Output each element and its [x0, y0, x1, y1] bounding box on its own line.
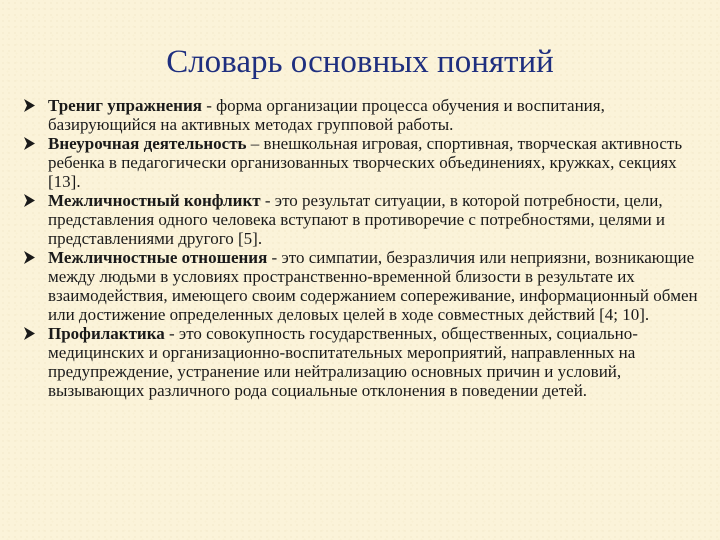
term: Профилактика — [48, 324, 165, 343]
definition: - форма организации процесса обучения и воспитания, базирующийся на активных методах групповой работы. — [48, 96, 605, 134]
list-item — [22, 191, 702, 248]
list-item — [22, 96, 702, 134]
term: Трениг упражнения — [48, 96, 202, 115]
term: Межличностные отношения — [48, 248, 268, 267]
arrowhead-bullet-icon — [24, 137, 35, 150]
list-item — [22, 324, 702, 400]
arrowhead-bullet-icon — [24, 194, 35, 207]
definition: - это совокупность государственных, общественных, социально-медицинских и организационно-воспитательных мероприятий, направленных на предупреждение, устранение или нейтрализацию основных причин и условий, вызывающих различного рода социальные отклонения в поведении детей. — [48, 324, 638, 400]
arrowhead-bullet-icon — [24, 251, 35, 264]
list-item — [22, 248, 702, 324]
term: Внеурочная деятельность — [48, 134, 247, 153]
definition: – внешкольная игровая, спортивная, творческая активность ребенка в педагогически организованных творческих объединениях, кружках, секциях [13]. — [48, 134, 683, 191]
term: Межличностный конфликт — [48, 191, 261, 210]
list-item — [22, 134, 702, 191]
slide-title: Словарь основных понятий — [166, 44, 554, 80]
definition: - это симпатии, безразличия или неприязни, возникающие между людьми в условиях пространственно-временной близости в результате их взаимодействия, имеющего своим содержанием сопереживание, информационный обмен или достижение определенных деловых целей в ходе совместных действий [4; 10]. — [48, 248, 698, 324]
arrowhead-bullet-icon — [24, 327, 35, 340]
arrowhead-bullet-icon — [24, 99, 35, 112]
definition: - это результат ситуации, в которой потребности, цели, представления одного человека вступают в противоречие с потребностями, целями и представлениями другого [5]. — [48, 191, 666, 248]
definitions-list — [22, 96, 702, 400]
